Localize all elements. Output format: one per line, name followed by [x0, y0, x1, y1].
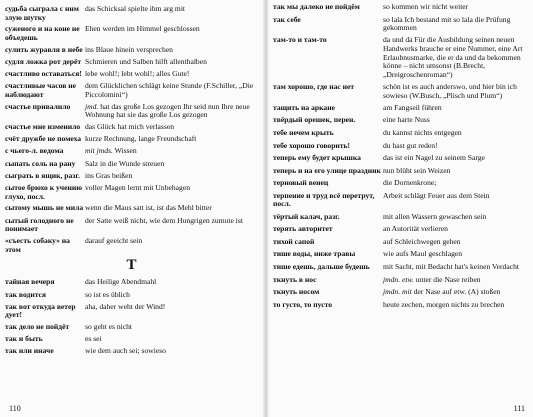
left-entries-top: [5, 5, 258, 254]
dictionary-entry: [5, 147, 258, 156]
entry-german-text: auf Schleichwegen gehen: [383, 236, 461, 246]
entry-german: [383, 116, 530, 125]
dictionary-entry: [273, 192, 530, 209]
entry-german-text: heute zechen, morgen nichts zu brechen: [383, 299, 505, 309]
entry-german: [85, 58, 258, 67]
dictionary-entry: [5, 323, 258, 332]
entry-german: [85, 103, 258, 120]
entry-german: [383, 263, 530, 272]
entry-german: [383, 225, 530, 234]
entry-german: [85, 25, 258, 34]
entry-russian: так и быть: [5, 334, 43, 344]
entry-german: [85, 184, 258, 193]
entry-german: [85, 46, 258, 55]
entry-german: [383, 250, 530, 259]
dictionary-entry: [5, 46, 258, 55]
entry-russian: счёт дружбе не помеха: [5, 134, 82, 144]
entry-german: [383, 276, 530, 285]
entry-german: [85, 147, 258, 156]
entry-german-text: der Satte weiß nicht, wie dem Hungrigen zumute ist: [85, 215, 243, 225]
section-letter: Т: [126, 257, 137, 274]
entry-german-text: das Heilige Abendmahl: [85, 277, 157, 287]
entry-german-text: Ehen werden im Himmel geschlossen: [85, 24, 200, 34]
entry-grammar-mark: mit jmds.: [85, 146, 113, 156]
dictionary-entry: [5, 278, 258, 287]
entry-german: [85, 237, 258, 246]
entry-russian: так дело не пойдёт: [5, 322, 70, 332]
dictionary-entry: [273, 3, 530, 12]
entry-russian: счастье мне изменило: [5, 122, 81, 132]
dictionary-entry: [5, 335, 258, 344]
entry-russian: тащить на аркане: [273, 102, 335, 112]
entry-russian: с чьего-л. ведома: [5, 146, 64, 156]
dictionary-entry: [273, 263, 530, 272]
entry-russian: там-то и там-то: [273, 35, 327, 45]
entry-german-text: wie aufs Maul geschlagen: [383, 249, 463, 259]
entry-german-text: lebe wohl!; lebt wohl!; alles Gute!: [85, 69, 190, 79]
entry-german-text: so kommen wir nicht weiter: [383, 2, 469, 11]
entry-german: [85, 123, 258, 132]
entry-german: [383, 142, 530, 151]
entry-russian: тёртый калач, разг.: [273, 211, 340, 221]
entry-german: [383, 129, 530, 138]
dictionary-entry: [5, 123, 258, 132]
entry-german-text: aha, daher weht der Wind!: [85, 301, 166, 311]
entry-russian: счастливые часов не наблюдают: [5, 81, 76, 99]
page-number-right: 111: [513, 404, 525, 413]
entry-german: [85, 70, 258, 79]
entry-russian: ткнуть носом: [273, 287, 320, 297]
entry-german-text: das Schicksal spielte ihm arg mit: [85, 4, 186, 13]
entry-german-text: wie dem auch sei; sowieso: [85, 346, 166, 356]
entry-russian: теперь ему будет крышка: [273, 153, 361, 163]
dictionary-entry: [273, 301, 530, 310]
entry-german-text: unter die Nase reiben: [413, 274, 481, 284]
dictionary-entry: [5, 160, 258, 169]
dictionary-entry: [273, 129, 530, 138]
dictionary-entry: [273, 83, 530, 100]
entry-german-text: der Nase auf etw. (A) stoßen: [411, 287, 501, 297]
dictionary-entry: [273, 213, 530, 222]
entry-russian: счастливо оставаться!: [5, 69, 82, 79]
entry-german-text: so geht es nicht: [85, 322, 133, 332]
entry-german: [383, 154, 530, 163]
dictionary-entry: [273, 288, 530, 297]
entry-german-text: eine harte Nuss: [383, 115, 430, 125]
entry-russian: так мы далеко не пойдём: [273, 2, 360, 11]
entry-german-text: schön ist es auch anderswo, und hier bin ich sowieso (W.Busch, „Plisch und Plum“): [383, 81, 517, 100]
entry-russian: тайная вечеря: [5, 277, 55, 287]
entry-german-text: so lala Ich bestand mit so lala die Prüfung gekommen: [383, 14, 511, 33]
dictionary-entry: [5, 82, 258, 99]
entry-russian: твёрдый орешек, перен.: [273, 115, 356, 125]
entry-german: [85, 291, 258, 300]
dictionary-entry: [5, 172, 258, 181]
entry-russian: терять авторитет: [273, 224, 333, 234]
dictionary-entry: [5, 5, 258, 22]
entry-german-text: die Dornenkrone;: [383, 178, 437, 188]
entry-german: [383, 167, 530, 176]
entry-german-text: Schmieren und Salben hilft allenthalben: [85, 56, 207, 66]
entry-german: [85, 82, 258, 99]
entry-grammar-mark: jmd.: [85, 101, 99, 111]
entry-russian: теперь и на его улице праздник: [273, 165, 381, 175]
left-entries-bottom: [5, 278, 258, 356]
dictionary-entry: [5, 70, 258, 79]
entry-german: [85, 5, 258, 14]
entry-russian: так или иначе: [5, 346, 54, 356]
entry-german: [383, 192, 530, 201]
entry-russian: сыграть в ящик, разг.: [5, 170, 80, 180]
entry-german: [383, 301, 530, 310]
entry-german: [85, 278, 258, 287]
entry-german-text: mit Sacht, mit Bedacht hat's keinen Verdacht: [383, 262, 519, 272]
entry-german: [383, 36, 530, 79]
entry-russian: ткнуть в нос: [273, 274, 317, 284]
entry-russian: так водится: [5, 289, 47, 299]
entry-russian: тихой сапой: [273, 236, 315, 246]
entry-german: [383, 179, 530, 188]
dictionary-entry: [5, 347, 258, 356]
dictionary-entry: [5, 217, 258, 234]
entry-german: [383, 83, 530, 100]
dictionary-entry: [273, 116, 530, 125]
entry-german-text: an Autorität verlieren: [383, 224, 448, 234]
dictionary-entry: [5, 135, 258, 144]
dictionary-entry: [273, 104, 530, 113]
entry-russian: судля ложка рот дерёт: [5, 56, 82, 66]
entry-german-text: es sei: [85, 334, 102, 344]
entry-russian: судьба сыграла с ним злую шутку: [5, 4, 79, 22]
entry-german: [383, 288, 530, 297]
entry-german-text: du hast gut reden!: [383, 140, 438, 150]
entry-russian: то густо, то пусто: [273, 299, 332, 309]
dictionary-entry: [273, 225, 530, 234]
entry-german: [383, 238, 530, 247]
dictionary-entry: [5, 303, 258, 320]
book-gutter: [262, 0, 269, 417]
entry-german: [383, 104, 530, 113]
entry-russian: так себе: [273, 14, 301, 24]
dictionary-entry: [273, 36, 530, 79]
entry-german-text: das ist ein Nagel zu seinem Sarge: [383, 153, 485, 163]
entry-russian: сулить журавля в небе: [5, 44, 83, 54]
entry-russian: сытый голодного не понимает: [5, 215, 74, 234]
entry-german-text: am Fangseil führen: [383, 102, 442, 112]
entry-russian: терпение и труд всё перетрут, посл.: [273, 190, 375, 209]
entry-german: [383, 213, 530, 222]
entry-russian: терновый венец: [273, 178, 329, 188]
dictionary-entry: [5, 58, 258, 67]
dictionary-entry: [273, 167, 530, 176]
dictionary-entry: [273, 179, 530, 188]
entry-german-text: hat das große Los gezogen Ihr seid nun Ihre neue Wohnung hat sie das große Los gezogen: [85, 101, 250, 120]
entry-german-text: darauf geeicht sein: [85, 235, 143, 245]
entry-german-text: Wissen: [112, 146, 137, 156]
right-page: [269, 0, 533, 417]
left-page: [0, 0, 262, 417]
dictionary-entry: [273, 250, 530, 259]
page-number-left: 110: [9, 404, 21, 413]
entry-german-text: kurze Rechnung, lange Freundschaft: [85, 134, 197, 144]
entry-german-text: nun blüht sein Weizen: [383, 165, 451, 175]
entry-german-text: mit allen Wassern gewaschen sein: [383, 211, 487, 221]
entry-grammar-mark: jmdn. etw.: [383, 274, 414, 284]
entry-german-text: Salz in die Wunde streuen: [85, 158, 165, 168]
dictionary-entry: [5, 204, 258, 213]
entry-german-text: das Glück hat mich verlassen: [85, 122, 174, 132]
dictionary-entry: [273, 238, 530, 247]
entry-russian: тебе нечем крыть: [273, 127, 334, 137]
entry-russian: суженого и на коне не объедешь: [5, 24, 80, 42]
dictionary-entry: [5, 237, 258, 254]
entry-russian: сыпать соль на рану: [5, 158, 76, 168]
entry-german-text: Arbeit schlägt Feuer aus dem Stein: [383, 190, 490, 200]
entry-russian: «съесть собаку» на этом: [5, 235, 70, 254]
entry-grammar-mark: jmdn. mit: [383, 287, 412, 297]
entry-russian: сытое брюхо к учению глухо, посл.: [5, 183, 83, 201]
entry-german: [85, 347, 258, 356]
entry-german-text: dem Glücklichen schlägt keine Stunde (F.Schiller, „Die Piccolomini“): [85, 81, 254, 99]
entry-russian: тебе хорошо говорить!: [273, 140, 351, 150]
entry-russian: сытому мышь не мила: [5, 203, 84, 213]
entry-german: [383, 3, 530, 12]
dictionary-entry: [5, 103, 258, 120]
entry-german: [85, 303, 258, 312]
entry-russian: тише едешь, дальше будешь: [273, 262, 370, 272]
entry-german-text: so ist es üblich: [85, 289, 130, 299]
dictionary-entry: [5, 184, 258, 201]
entry-russian: тише воды, ниже травы: [273, 249, 356, 259]
entry-german-text: wenn die Maus satt ist, ist das Mehl bitter: [85, 203, 212, 213]
entry-russian: счастье привалило: [5, 101, 71, 111]
dictionary-entry: [5, 25, 258, 42]
dictionary-entry: [273, 142, 530, 151]
right-entries: [273, 3, 530, 310]
entry-german: [85, 204, 258, 213]
entry-german: [85, 335, 258, 344]
dictionary-entry: [273, 154, 530, 163]
dictionary-entry: [273, 16, 530, 33]
entry-german-text: ins Blaue hinein versprechen: [85, 44, 173, 54]
entry-german: [85, 217, 258, 226]
dictionary-entry: [273, 276, 530, 285]
dictionary-entry: [5, 291, 258, 300]
entry-german-text: da und da Für die Ausbildung seinen neuen Handwerks brauche er eine Nummer, eine Art Erlaubnusmarke, die er da und da bekommen könne – nicht umsonst (B.Brecht, „Dreigroschenroman“): [383, 35, 523, 79]
entry-german: [85, 323, 258, 332]
entry-german-text: voller Magen lernt mit Unbehagen: [85, 183, 191, 192]
entry-german-text: du kannst nichts entgegen: [383, 127, 462, 137]
entry-german: [383, 16, 530, 33]
entry-german-text: ins Gras beißen: [85, 170, 133, 180]
entry-german: [85, 135, 258, 144]
entry-german: [85, 172, 258, 181]
entry-russian: там хорошо, где нас нет: [273, 81, 355, 91]
entry-russian: так вот откуда ветер дует!: [5, 301, 76, 320]
entry-german: [85, 160, 258, 169]
